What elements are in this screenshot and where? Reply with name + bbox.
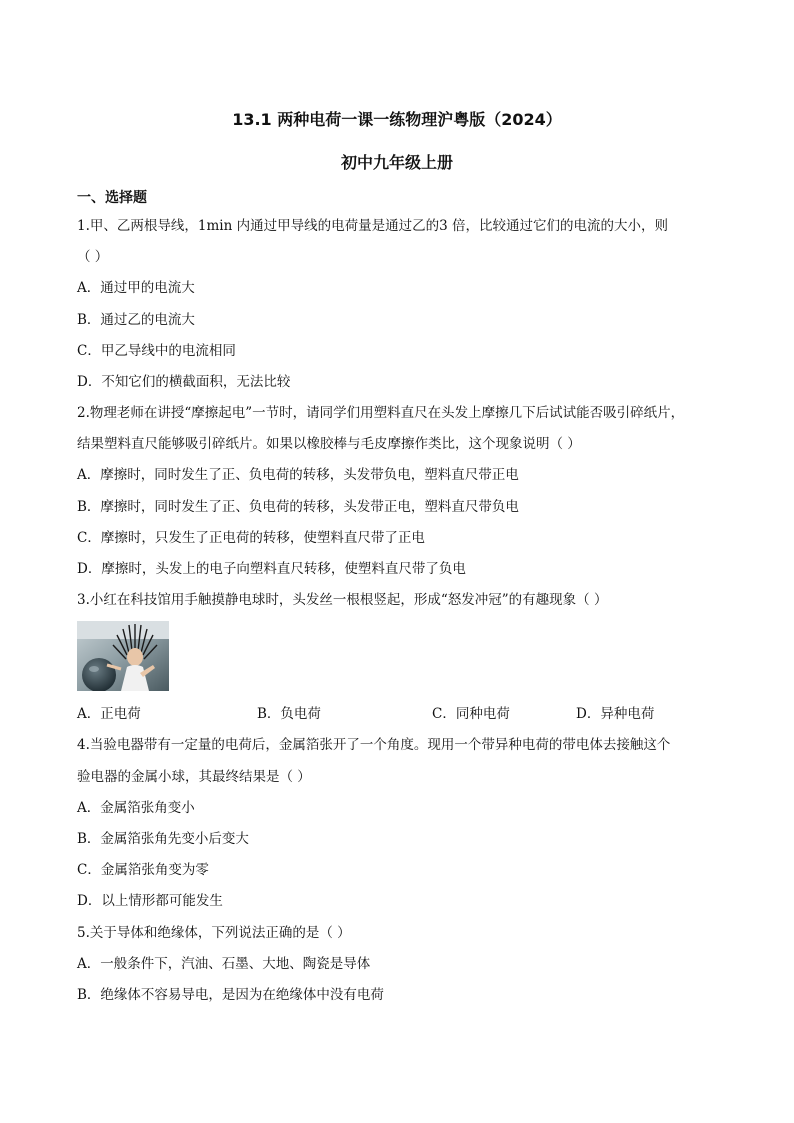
q4-option-c: C．金属箔张角变为零 [77, 862, 209, 878]
q3-option-d: D．异种电荷 [576, 706, 655, 722]
q3-stem-line1: 3.小红在科技馆用手触摸静电球时，头发丝一根根竖起，形成“怒发冲冠”的有趣现象（ ） [77, 592, 608, 608]
q2-option-c: C．摩擦时，只发生了正电荷的转移，使塑料直尺带了正电 [77, 530, 425, 546]
q5-stem-line1: 5.关于导体和绝缘体，下列说法正确的是（ ） [77, 925, 351, 941]
q1-option-d: D．不知它们的横截面积，无法比较 [77, 374, 291, 390]
document-subtitle: 初中九年级上册 [340, 153, 453, 172]
section-heading: 一、选择题 [77, 190, 147, 206]
q1-stem-line1: 1.甲、乙两根导线，1min 内通过甲导线的电荷量是通过乙的3 倍，比较通过它们的电流的大小，则 [77, 218, 668, 234]
q2-option-b: B．摩擦时，同时发生了正、负电荷的转移，头发带正电，塑料直尺带负电 [77, 499, 519, 515]
q2-option-d: D．摩擦时，头发上的电子向塑料直尺转移，使塑料直尺带了负电 [77, 561, 466, 577]
q1-option-c: C．甲乙导线中的电流相同 [77, 343, 236, 359]
q3-option-a: A．正电荷 [77, 706, 141, 722]
document-title: 13.1 两种电荷一课一练物理沪粤版（2024） [232, 110, 562, 129]
q4-stem-line2: 验电器的金属小球，其最终结果是（ ） [77, 769, 311, 785]
static-ball-photo-illustration [77, 621, 169, 691]
static-electricity-photo [77, 621, 169, 691]
q3-option-c: C．同种电荷 [432, 706, 510, 722]
q3-option-b: B．负电荷 [257, 706, 321, 722]
q4-stem-line1: 4.当验电器带有一定量的电荷后，金属箔张开了一个角度。现用一个带异种电荷的带电体去接触这个 [77, 737, 671, 753]
q2-stem-line2: 结果塑料直尺能够吸引碎纸片。如果以橡胶棒与毛皮摩擦作类比，这个现象说明（ ） [77, 436, 581, 452]
q2-option-a: A．摩擦时，同时发生了正、负电荷的转移，头发带负电，塑料直尺带正电 [77, 467, 519, 483]
q1-stem-line2: （ ） [77, 249, 109, 265]
q5-option-b: B．绝缘体不容易导电，是因为在绝缘体中没有电荷 [77, 987, 384, 1003]
q2-stem-line1: 2.物理老师在讲授“摩擦起电”一节时，请同学们用塑料直尺在头发上摩擦几下后试试能否吸引碎纸片， [77, 405, 685, 421]
q5-option-a: A．一般条件下，汽油、石墨、大地、陶瓷是导体 [77, 956, 371, 972]
q4-option-b: B．金属箔张角先变小后变大 [77, 831, 249, 847]
q1-option-b: B．通过乙的电流大 [77, 312, 195, 328]
q4-option-d: D．以上情形都可能发生 [77, 893, 223, 909]
q1-option-a: A．通过甲的电流大 [77, 280, 195, 296]
q4-option-a: A．金属箔张角变小 [77, 800, 195, 816]
